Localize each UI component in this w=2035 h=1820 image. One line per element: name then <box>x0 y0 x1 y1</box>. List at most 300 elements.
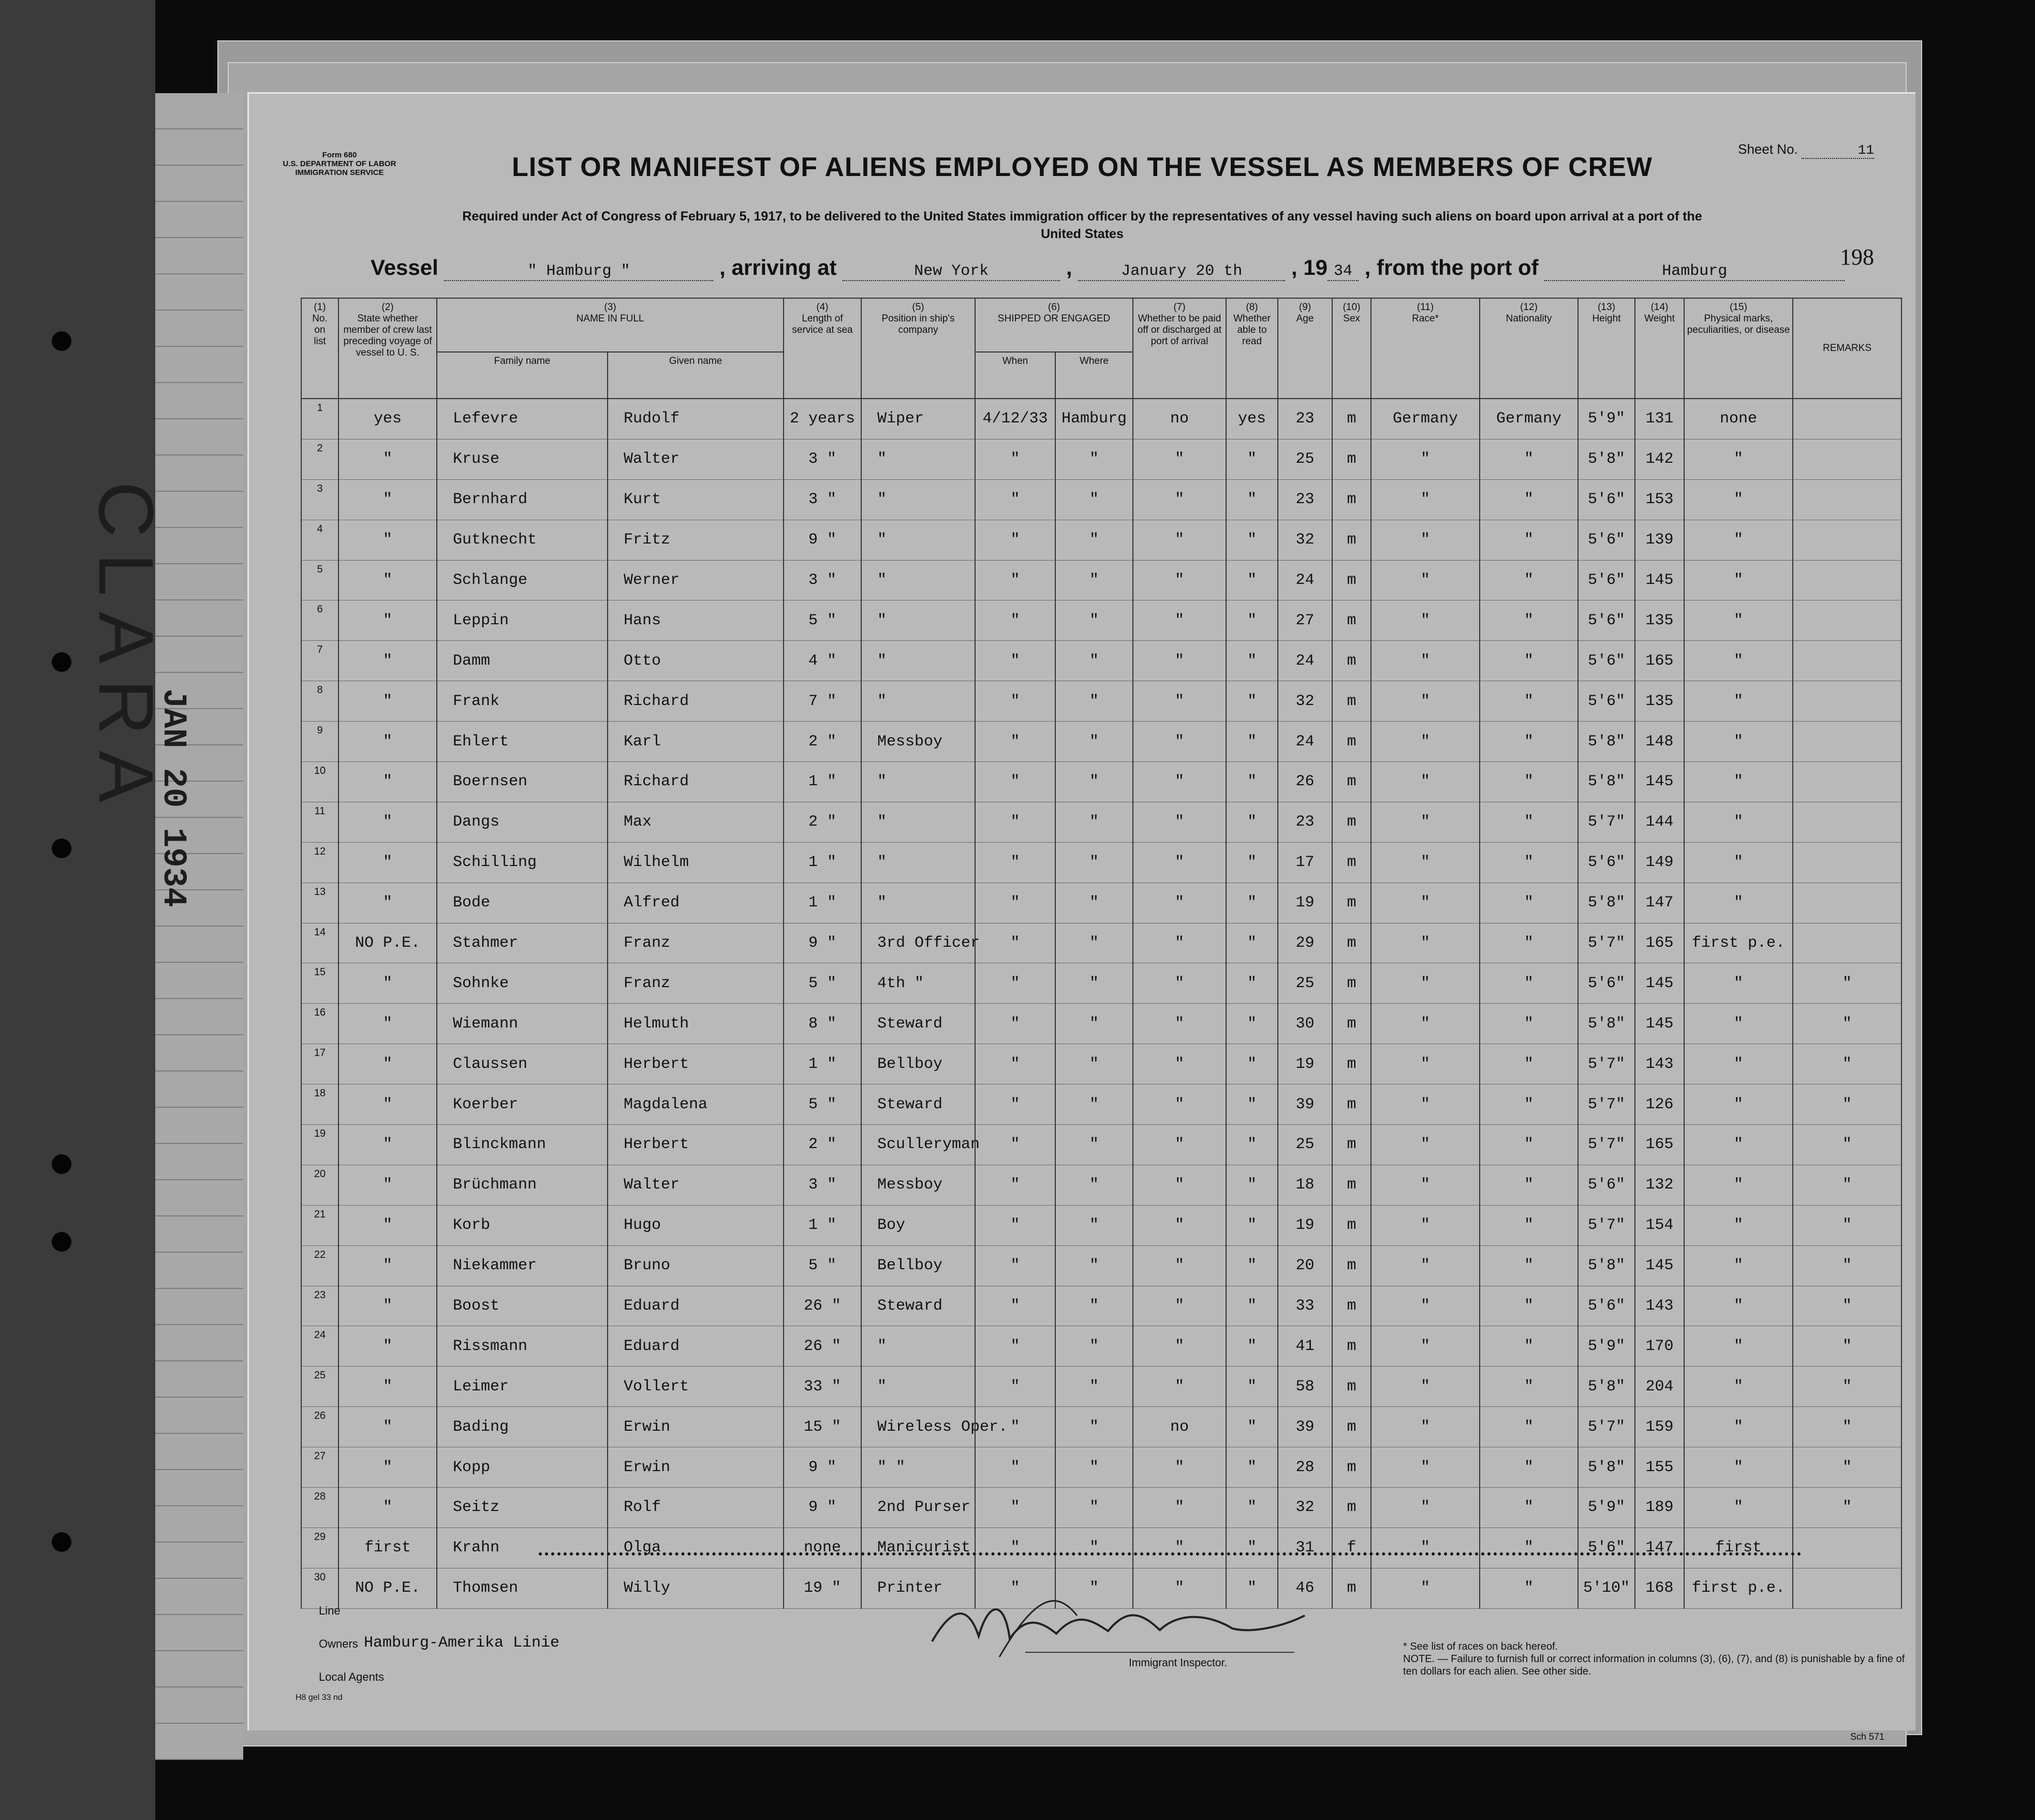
height: 5'6" <box>1578 479 1635 520</box>
service-length: 2 years <box>784 399 861 439</box>
family-name: Leppin <box>437 600 608 641</box>
shipped-when: " <box>975 439 1055 479</box>
vessel-line: Vessel " Hamburg " , arriving at New York , January 20 th , 19 34 , from the port of Hamburg <box>371 255 1845 281</box>
family-name: Koerber <box>437 1084 608 1125</box>
height: 5'9" <box>1578 1326 1635 1367</box>
age: 58 <box>1278 1367 1332 1407</box>
shipped-where: " <box>1055 1286 1133 1326</box>
sex: m <box>1332 1165 1371 1205</box>
col-shipped: (6) SHIPPED OR ENGAGED <box>975 298 1133 352</box>
row-number: 10 <box>301 762 338 802</box>
family-name: Lefevre <box>437 399 608 439</box>
paid-off: " <box>1133 1367 1226 1407</box>
age: 23 <box>1278 399 1332 439</box>
age: 41 <box>1278 1326 1332 1367</box>
age: 32 <box>1278 681 1332 722</box>
shipped-where: " <box>1055 722 1133 762</box>
row-number: 2 <box>301 439 338 479</box>
height: 5'7" <box>1578 1125 1635 1165</box>
adjacent-page-edge <box>155 93 243 1760</box>
given-name: Herbert <box>608 1125 784 1165</box>
weight: 159 <box>1635 1407 1684 1447</box>
age: 19 <box>1278 883 1332 923</box>
nationality: " <box>1480 1528 1578 1568</box>
physical-marks: " <box>1684 1084 1793 1125</box>
table-row <box>301 479 1901 520</box>
vessel-name: " Hamburg " <box>444 262 713 281</box>
binder-hole <box>52 331 71 351</box>
shipped-where: " <box>1055 1245 1133 1286</box>
sex: m <box>1332 1568 1371 1608</box>
family-name: Sohnke <box>437 963 608 1004</box>
col-number: (1) No. on list <box>301 298 338 399</box>
side-stamp-name: CLARA <box>83 481 170 818</box>
table-row <box>301 1205 1901 1245</box>
shipped-where: " <box>1055 883 1133 923</box>
weight: 147 <box>1635 1528 1684 1568</box>
physical-marks: " <box>1684 1165 1793 1205</box>
table-row <box>301 681 1901 722</box>
family-name: Boernsen <box>437 762 608 802</box>
paid-off: " <box>1133 1205 1226 1245</box>
col-nationality: (12) Nationality <box>1480 298 1578 399</box>
paid-off: " <box>1133 1165 1226 1205</box>
weight: 168 <box>1635 1568 1684 1608</box>
row-number: 26 <box>301 1407 338 1447</box>
table-row <box>301 1528 1901 1568</box>
col-service: (4) Length of service at sea <box>784 298 861 399</box>
paid-off: no <box>1133 1407 1226 1447</box>
given-name: Kurt <box>608 479 784 520</box>
able-to-read: " <box>1226 1286 1278 1326</box>
paid-off: " <box>1133 802 1226 842</box>
local-agents-label: Local Agents <box>319 1670 384 1683</box>
department-name: U.S. DEPARTMENT OF LABOR <box>283 159 396 168</box>
nationality: " <box>1480 479 1578 520</box>
shipped-where: " <box>1055 560 1133 600</box>
physical-marks: " <box>1684 883 1793 923</box>
able-to-read: " <box>1226 1488 1278 1528</box>
previous-voyage: first <box>338 1528 437 1568</box>
race: " <box>1371 1367 1480 1407</box>
given-name: Eduard <box>608 1286 784 1326</box>
family-name: Schlange <box>437 560 608 600</box>
physical-marks: " <box>1684 1407 1793 1447</box>
height: 5'8" <box>1578 1004 1635 1044</box>
position: Bellboy <box>861 1044 975 1084</box>
side-stamp-date: JAN 20 1934 <box>154 688 191 907</box>
col-read: (8) Whether able to read <box>1226 298 1278 399</box>
shipped-when: " <box>975 722 1055 762</box>
nationality: " <box>1480 802 1578 842</box>
arrival-port: New York <box>843 262 1060 281</box>
col-race: (11) Race* <box>1371 298 1480 399</box>
able-to-read: " <box>1226 1407 1278 1447</box>
position: Boy <box>861 1205 975 1245</box>
height: 5'6" <box>1578 1528 1635 1568</box>
vessel-label: Vessel <box>371 255 438 280</box>
weight: 170 <box>1635 1326 1684 1367</box>
nationality: " <box>1480 1205 1578 1245</box>
position: Printer <box>861 1568 975 1608</box>
race: " <box>1371 1488 1480 1528</box>
height: 5'6" <box>1578 641 1635 681</box>
remarks <box>1793 479 1901 520</box>
weight: 147 <box>1635 883 1684 923</box>
col-when: When <box>975 352 1055 399</box>
shipped-when: " <box>975 883 1055 923</box>
service-length: 3 " <box>784 1165 861 1205</box>
service-length: 9 " <box>784 923 861 963</box>
page-number: 198 <box>1840 244 1874 270</box>
weight: 165 <box>1635 923 1684 963</box>
paid-off: " <box>1133 923 1226 963</box>
given-name: Rolf <box>608 1488 784 1528</box>
table-row <box>301 560 1901 600</box>
position: 2nd Purser <box>861 1488 975 1528</box>
print-code: H8 gel 33 nd <box>296 1693 343 1702</box>
previous-voyage: " <box>338 1367 437 1407</box>
service-length: 2 " <box>784 802 861 842</box>
age: 46 <box>1278 1568 1332 1608</box>
shipped-where: " <box>1055 1407 1133 1447</box>
race: " <box>1371 802 1480 842</box>
position: " <box>861 560 975 600</box>
race: " <box>1371 1447 1480 1488</box>
race: " <box>1371 883 1480 923</box>
service-length: 33 " <box>784 1367 861 1407</box>
position: Wiper <box>861 399 975 439</box>
sex: m <box>1332 963 1371 1004</box>
nationality: " <box>1480 923 1578 963</box>
previous-voyage: " <box>338 600 437 641</box>
weight: 154 <box>1635 1205 1684 1245</box>
shipped-when: " <box>975 802 1055 842</box>
sex: m <box>1332 439 1371 479</box>
service-length: 5 " <box>784 963 861 1004</box>
race: " <box>1371 1044 1480 1084</box>
nationality: " <box>1480 520 1578 560</box>
paid-off: no <box>1133 399 1226 439</box>
shipped-where: " <box>1055 923 1133 963</box>
physical-marks: " <box>1684 1125 1793 1165</box>
races-note: * See list of races on back hereof. <box>1403 1641 1558 1652</box>
given-name: Magdalena <box>608 1084 784 1125</box>
nationality: Germany <box>1480 399 1578 439</box>
service-length: 19 " <box>784 1568 861 1608</box>
nationality: " <box>1480 600 1578 641</box>
able-to-read: " <box>1226 1125 1278 1165</box>
able-to-read: " <box>1226 883 1278 923</box>
height: 5'7" <box>1578 1205 1635 1245</box>
weight: 143 <box>1635 1044 1684 1084</box>
col-physical-marks: (15) Physical marks, peculiarities, or disease <box>1684 298 1793 399</box>
paid-off: " <box>1133 600 1226 641</box>
row-number: 7 <box>301 641 338 681</box>
service-length: 3 " <box>784 439 861 479</box>
shipped-when: " <box>975 842 1055 883</box>
paid-off: " <box>1133 883 1226 923</box>
remarks: " <box>1793 1044 1901 1084</box>
service-length: none <box>784 1528 861 1568</box>
age: 28 <box>1278 1447 1332 1488</box>
race: " <box>1371 1528 1480 1568</box>
position: " " <box>861 1447 975 1488</box>
previous-voyage: " <box>338 681 437 722</box>
sex: m <box>1332 842 1371 883</box>
age: 20 <box>1278 1245 1332 1286</box>
sex: m <box>1332 1125 1371 1165</box>
race: " <box>1371 479 1480 520</box>
nationality: " <box>1480 1245 1578 1286</box>
position: " <box>861 802 975 842</box>
sex: m <box>1332 1205 1371 1245</box>
able-to-read: yes <box>1226 399 1278 439</box>
table-row <box>301 842 1901 883</box>
service-length: 2 " <box>784 1125 861 1165</box>
age: 24 <box>1278 641 1332 681</box>
weight: 132 <box>1635 1165 1684 1205</box>
family-name: Kopp <box>437 1447 608 1488</box>
position: " <box>861 520 975 560</box>
shipped-when: " <box>975 1125 1055 1165</box>
remarks <box>1793 883 1901 923</box>
previous-voyage: " <box>338 963 437 1004</box>
row-number: 4 <box>301 520 338 560</box>
row-number: 15 <box>301 963 338 1004</box>
sex: m <box>1332 1447 1371 1488</box>
given-name: Herbert <box>608 1044 784 1084</box>
previous-voyage: " <box>338 1125 437 1165</box>
paid-off: " <box>1133 1286 1226 1326</box>
nationality: " <box>1480 1286 1578 1326</box>
table-row <box>301 1447 1901 1488</box>
service-length: 26 " <box>784 1326 861 1367</box>
family-name: Blinckmann <box>437 1125 608 1165</box>
able-to-read: " <box>1226 1568 1278 1608</box>
remarks <box>1793 520 1901 560</box>
service-length: 1 " <box>784 1205 861 1245</box>
table-row <box>301 1326 1901 1367</box>
service-length: 9 " <box>784 1488 861 1528</box>
manifest-sheet <box>247 92 1915 1742</box>
schedule-code: Sch 571 <box>1850 1731 1884 1742</box>
given-name: Wilhelm <box>608 842 784 883</box>
service-name: IMMIGRATION SERVICE <box>295 168 384 177</box>
previous-voyage: " <box>338 1165 437 1205</box>
race: " <box>1371 1245 1480 1286</box>
height: 5'6" <box>1578 1286 1635 1326</box>
race: " <box>1371 1125 1480 1165</box>
paid-off: " <box>1133 1125 1226 1165</box>
nationality: " <box>1480 1488 1578 1528</box>
binder-hole <box>52 1154 71 1174</box>
row-number: 29 <box>301 1528 338 1568</box>
age: 30 <box>1278 1004 1332 1044</box>
family-name: Bading <box>437 1407 608 1447</box>
weight: 144 <box>1635 802 1684 842</box>
shipped-when: " <box>975 1407 1055 1447</box>
shipped-when: " <box>975 560 1055 600</box>
family-name: Seitz <box>437 1488 608 1528</box>
paid-off: " <box>1133 1447 1226 1488</box>
position: Sculleryman <box>861 1125 975 1165</box>
age: 23 <box>1278 802 1332 842</box>
shipped-where: " <box>1055 1528 1133 1568</box>
table-row <box>301 762 1901 802</box>
service-length: 3 " <box>784 479 861 520</box>
shipped-where: " <box>1055 1367 1133 1407</box>
sex: m <box>1332 1004 1371 1044</box>
age: 39 <box>1278 1084 1332 1125</box>
row-number: 28 <box>301 1488 338 1528</box>
table-row <box>301 1125 1901 1165</box>
weight: 145 <box>1635 1004 1684 1044</box>
family-name: Bode <box>437 883 608 923</box>
table-row <box>301 802 1901 842</box>
age: 31 <box>1278 1528 1332 1568</box>
sex: m <box>1332 560 1371 600</box>
height: 5'8" <box>1578 1367 1635 1407</box>
previous-voyage: " <box>338 439 437 479</box>
remarks <box>1793 802 1901 842</box>
table-row <box>301 439 1901 479</box>
position: " <box>861 439 975 479</box>
weight: 204 <box>1635 1367 1684 1407</box>
given-name: Walter <box>608 1165 784 1205</box>
able-to-read: " <box>1226 1044 1278 1084</box>
arrival-date: January 20 th <box>1078 262 1285 281</box>
position: " <box>861 479 975 520</box>
height: 5'7" <box>1578 1407 1635 1447</box>
given-name: Erwin <box>608 1447 784 1488</box>
age: 25 <box>1278 439 1332 479</box>
able-to-read: " <box>1226 842 1278 883</box>
table-row <box>301 1407 1901 1447</box>
sex: m <box>1332 1488 1371 1528</box>
race: " <box>1371 600 1480 641</box>
nationality: " <box>1480 1367 1578 1407</box>
race: " <box>1371 560 1480 600</box>
shipped-when: " <box>975 1326 1055 1367</box>
paid-off: " <box>1133 1528 1226 1568</box>
height: 5'7" <box>1578 1044 1635 1084</box>
remarks <box>1793 641 1901 681</box>
height: 5'6" <box>1578 1165 1635 1205</box>
nationality: " <box>1480 1326 1578 1367</box>
owners-label: Owners <box>319 1637 358 1650</box>
binder-hole <box>52 652 71 672</box>
physical-marks: " <box>1684 1367 1793 1407</box>
row-number: 9 <box>301 722 338 762</box>
sex: m <box>1332 1286 1371 1326</box>
row-number: 13 <box>301 883 338 923</box>
arriving-label: , arriving at <box>719 255 837 280</box>
able-to-read: " <box>1226 681 1278 722</box>
row-number: 12 <box>301 842 338 883</box>
physical-marks: " <box>1684 1245 1793 1286</box>
row-number: 17 <box>301 1044 338 1084</box>
age: 32 <box>1278 520 1332 560</box>
shipped-when: " <box>975 641 1055 681</box>
weight: 165 <box>1635 1125 1684 1165</box>
sex: m <box>1332 479 1371 520</box>
previous-voyage: " <box>338 883 437 923</box>
sex: m <box>1332 1245 1371 1286</box>
family-name: Ehlert <box>437 722 608 762</box>
signature-line <box>1025 1652 1294 1653</box>
age: 39 <box>1278 1407 1332 1447</box>
height: 5'6" <box>1578 681 1635 722</box>
shipped-where: " <box>1055 1488 1133 1528</box>
previous-voyage: " <box>338 1407 437 1447</box>
paid-off: " <box>1133 560 1226 600</box>
able-to-read: " <box>1226 722 1278 762</box>
position: Steward <box>861 1286 975 1326</box>
position: " <box>861 842 975 883</box>
given-name: Willy <box>608 1568 784 1608</box>
paid-off: " <box>1133 1004 1226 1044</box>
able-to-read: " <box>1226 1205 1278 1245</box>
col-previous-voyage: (2) State whether member of crew last preceding voyage of vessel to U. S. <box>338 298 437 399</box>
given-name: Vollert <box>608 1367 784 1407</box>
nationality: " <box>1480 1044 1578 1084</box>
remarks <box>1793 399 1901 439</box>
crew-table <box>301 298 1902 1609</box>
height: 5'6" <box>1578 560 1635 600</box>
from-label: , from the port of <box>1364 255 1539 280</box>
height: 5'9" <box>1578 399 1635 439</box>
previous-voyage: " <box>338 1286 437 1326</box>
shipped-when: " <box>975 1004 1055 1044</box>
owners-value: Hamburg-Amerika Linie <box>364 1634 560 1652</box>
shipped-when: " <box>975 1447 1055 1488</box>
able-to-read: " <box>1226 479 1278 520</box>
weight: 165 <box>1635 641 1684 681</box>
nationality: " <box>1480 1125 1578 1165</box>
table-row <box>301 1084 1901 1125</box>
shipped-where: " <box>1055 1044 1133 1084</box>
family-name: Boost <box>437 1286 608 1326</box>
height: 5'8" <box>1578 762 1635 802</box>
position: Messboy <box>861 1165 975 1205</box>
family-name: Frank <box>437 681 608 722</box>
service-length: 9 " <box>784 1447 861 1488</box>
shipped-where: " <box>1055 963 1133 1004</box>
previous-voyage: NO P.E. <box>338 923 437 963</box>
weight: 153 <box>1635 479 1684 520</box>
age: 33 <box>1278 1286 1332 1326</box>
row-number: 11 <box>301 802 338 842</box>
family-name: Niekammer <box>437 1245 608 1286</box>
position: Wireless Oper. <box>861 1407 975 1447</box>
sex: m <box>1332 1367 1371 1407</box>
given-name: Walter <box>608 439 784 479</box>
table-row <box>301 1004 1901 1044</box>
col-sex: (10) Sex <box>1332 298 1371 399</box>
previous-voyage: " <box>338 802 437 842</box>
able-to-read: " <box>1226 1367 1278 1407</box>
table-row <box>301 963 1901 1004</box>
family-name: Thomsen <box>437 1568 608 1608</box>
shipped-where: " <box>1055 762 1133 802</box>
race: " <box>1371 1286 1480 1326</box>
family-name: Kruse <box>437 439 608 479</box>
position: Messboy <box>861 722 975 762</box>
family-name: Dangs <box>437 802 608 842</box>
position: " <box>861 762 975 802</box>
nationality: " <box>1480 641 1578 681</box>
